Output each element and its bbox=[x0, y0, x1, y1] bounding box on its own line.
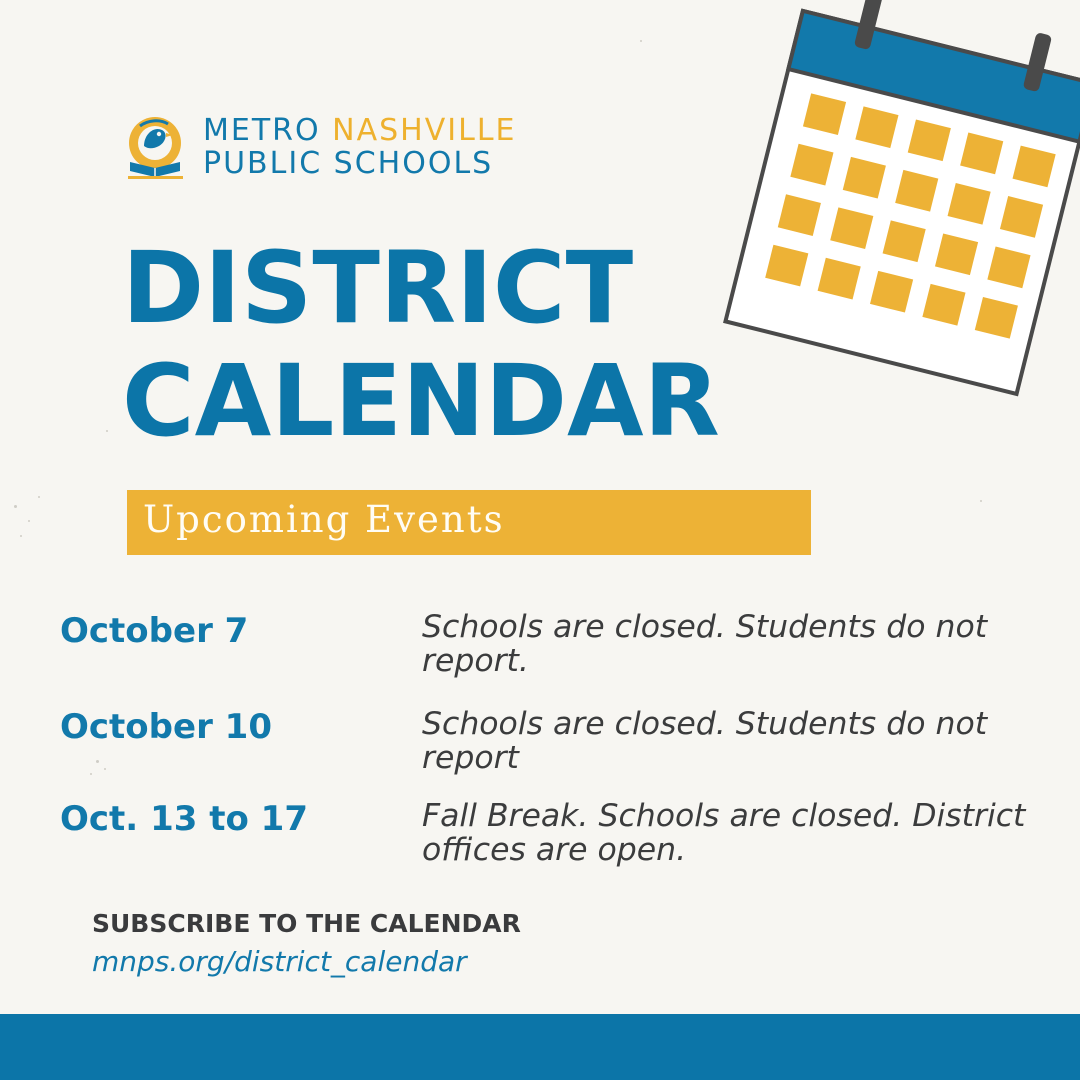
bottom-brand-band bbox=[0, 1014, 1080, 1080]
texture-speck bbox=[640, 40, 642, 42]
logo-wordmark bbox=[203, 114, 517, 180]
mnps-bird-book-logo-icon bbox=[126, 116, 188, 182]
texture-speck bbox=[38, 496, 40, 498]
texture-speck bbox=[104, 768, 106, 770]
event-description: Fall Break. Schools are closed. District offices are open. bbox=[422, 798, 1026, 868]
calendar-link[interactable]: mnps.org/district_calendar bbox=[92, 945, 467, 978]
texture-speck bbox=[20, 535, 22, 537]
event-date: Oct. 13 to 17 bbox=[60, 799, 308, 839]
title-line-2: CALENDAR bbox=[122, 344, 720, 459]
calendar-icon bbox=[700, 0, 1080, 420]
subscribe-heading: SUBSCRIBE TO THE CALENDAR bbox=[92, 909, 521, 938]
logo-word-public-schools: PUBLIC SCHOOLS bbox=[203, 146, 494, 181]
mnps-logo bbox=[126, 114, 566, 184]
texture-speck bbox=[96, 760, 99, 763]
texture-speck bbox=[14, 505, 17, 508]
event-date: October 7 bbox=[60, 611, 249, 651]
logo-word-nashville: NASHVILLE bbox=[332, 113, 517, 148]
texture-speck bbox=[90, 773, 92, 775]
event-date: October 10 bbox=[60, 707, 272, 747]
title-line-1: DISTRICT bbox=[122, 231, 634, 346]
texture-speck bbox=[980, 500, 982, 502]
event-description: Schools are closed. Students do not report bbox=[422, 706, 988, 776]
texture-speck bbox=[28, 520, 30, 522]
logo-word-metro: METRO bbox=[203, 113, 321, 148]
banner-label: Upcoming Events bbox=[143, 498, 505, 541]
upcoming-events-banner bbox=[127, 490, 811, 555]
event-description: Schools are closed. Students do not report. bbox=[422, 609, 988, 679]
texture-speck bbox=[106, 430, 108, 432]
page-title bbox=[122, 232, 720, 458]
